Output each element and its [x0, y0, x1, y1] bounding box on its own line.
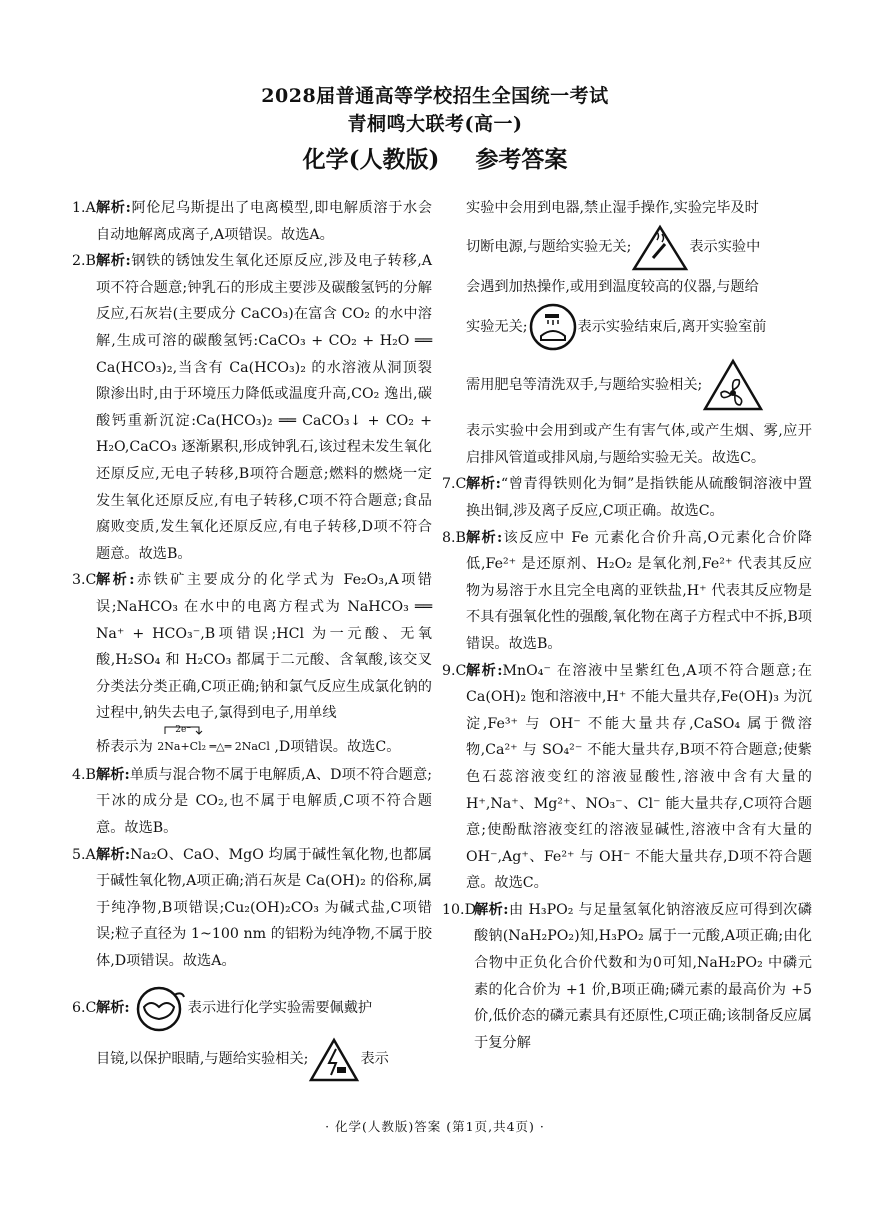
- answer-item: [442, 897, 812, 1057]
- subject-label: 化学(人教版): [302, 146, 440, 173]
- icon-description: 需用肥皂等清洗双手,与题给实验相关;: [466, 376, 703, 393]
- electric-safety-icon: [308, 1037, 360, 1083]
- left-column: [72, 195, 432, 1083]
- electron-transfer-equation: [157, 724, 270, 762]
- answer-item: [72, 842, 432, 975]
- answer-number: 5.A: [72, 846, 96, 863]
- electron-count-label: 2e⁻: [175, 724, 192, 735]
- analysis-label: 解析:: [466, 476, 501, 493]
- answer-item: [442, 525, 812, 658]
- answer-number: 8.B: [442, 529, 466, 546]
- answer-text: 实验中会用到电器,禁止湿手操作,实验完毕及时: [466, 200, 759, 216]
- eye-protection-icon: [130, 985, 188, 1033]
- answer-number: 10.D: [442, 901, 476, 918]
- answer-text: 阿伦尼乌斯提出了电离模型,即电解质溶于水会自动地解离成离子,A项错误。故选A。: [96, 200, 432, 243]
- answer-text: “曾青得铁则化为铜”是指铁能从硫酸铜溶液中置换出铜,涉及离子反应,C项正确。故选C。: [466, 476, 812, 519]
- icon-description: 表示进行化学实验需要佩戴护: [187, 1000, 373, 1017]
- icon-line: [96, 1037, 432, 1083]
- icon-description: 表示实验中: [689, 239, 761, 256]
- answer-number: 4.B: [72, 766, 96, 783]
- icon-description: 表示: [360, 1051, 389, 1068]
- answer-text: 赤铁矿主要成分的化学式为 Fe₂O₃,A项错误;NaHCO₃ 在水中的电离方程式为 NaHCO₃ ══ Na⁺ + HCO₃⁻,B项错误;HCl 为一元酸、无氧酸,H₂SO₄ 和 H₂CO₃ 都属于二元酸、含氧酸,该交叉分类法分类正确,C项正确;钠和氯气反应生成氯化钠的过程中,钠失去电子,氯得到电子,用单线: [96, 572, 432, 722]
- analysis-label: 解析:: [96, 1000, 130, 1017]
- answer-item: [72, 195, 432, 248]
- heating-hazard-icon: [631, 224, 689, 272]
- answer-text: Na₂O、CaO、MgO 均属于碱性氧化物,也都属于碱性氧化物,A项正确;消石灰是 Ca(OH)₂ 的俗称,属于纯净物,B项错误;Cu₂(OH)₂CO₃ 为碱式盐,C项错误;粒子直径为 1~100 nm 的铝粉为纯净物,不属于胶体,D项错误。故选A。: [96, 846, 432, 970]
- answer-item: [72, 248, 432, 567]
- answer-text: 单质与混合物不属于电解质,A、D项不符合题意;干冰的成分是 CO₂,也不属于电解质,C项不符合题意。故选B。: [96, 766, 432, 837]
- ventilation-fan-icon: [702, 358, 764, 412]
- answer-number: 3.C: [72, 572, 97, 589]
- answer-text: 该反应中 Fe 元素化合价升高,O元素化合价降低,Fe²⁺ 是还原剂、H₂O₂ 是氧化剂,Fe²⁺ 代表其反应物为易溶于水且完全电离的亚铁盐,H⁺ 代表其反应物是不具有强氧化性的强酸,氧化物在离子方程式中不拆,B项错误。故选B。: [466, 529, 812, 652]
- answer-text: 会遇到加热操作,或用到温度较高的仪器,与题给: [466, 278, 759, 295]
- answer-text: 由 H₃PO₂ 与足量氢氧化钠溶液反应可得到次磷酸钠(NaH₂PO₂)知,H₃PO₂ 属于一元酸,A项正确;由化合物中正负化合价代数和为0可知,NaH₂PO₂ 中磷元素的化合价为 +1 价,B项正确;磷元素的最高价为 +5 价,低价态的磷元素具有还原性,C项正确;该制备反应属于复分解: [474, 901, 812, 1051]
- analysis-label: 解析:: [96, 572, 135, 589]
- answer-text: 表示实验中会用到或产生有害气体,或产生烟、雾,应开启排风管道或排风扇,与题给实验无关。故选C。: [466, 423, 812, 466]
- hand-washing-icon: [528, 302, 578, 352]
- right-column: [442, 195, 812, 1056]
- analysis-label: 解析:: [466, 529, 503, 546]
- answer-text: 钢铁的锈蚀发生氧化还原反应,涉及电子转移,A项不符合题意;钟乳石的形成主要涉及碳酸氢钙的分解反应,石灰岩(主要成分 CaCO₃)在富含 CO₂ 的水中溶解,生成可溶的碳酸氢钙:CaCO₃ + CO₂ + H₂O ══ Ca(HCO₃)₂,当含有 Ca(HCO₃)₂ 的水溶液从洞顶裂隙渗出时,由于环境压力降低或温度升高,CO₂ 逸出,碳酸钙重新沉淀:Ca(HCO₃)₂ ══ CaCO₃↓ + CO₂ + H₂O,CaCO₃ 逐渐累积,形成钟乳石,该过程未发生氧化还原反应,无电子转移,B项符合题意;燃料的燃烧一定发生氧化还原反应,有电子转移,C项不符合题意;食品腐败变质,发生氧化还原反应,有电子转移,D项不符合题意。故选B。: [96, 253, 432, 562]
- exam-title-line1: 2028届普通高等学校招生全国统一考试: [261, 85, 609, 107]
- icon-description: 实验无关;: [466, 318, 528, 335]
- single-bridge-line: [96, 724, 432, 762]
- exam-title-line2: 青桐鸣大联考(高一): [347, 113, 523, 135]
- analysis-label: 解析:: [96, 200, 131, 216]
- reaction-equation: 2Na+Cl₂ ═△═ 2NaCl: [157, 739, 270, 753]
- icon-description: 切断电源,与题给实验无关;: [466, 239, 632, 256]
- answer-label: 参考答案: [475, 146, 568, 173]
- analysis-label: 解析:: [96, 766, 130, 783]
- bridge-prefix: 桥表示为: [96, 738, 153, 755]
- icon-line: [466, 302, 812, 352]
- answer-item: [72, 762, 432, 842]
- transfer-arrow-icon: [163, 725, 203, 735]
- page-header: [0, 82, 870, 178]
- answer-item: [72, 985, 432, 1083]
- bridge-suffix: ,D项错误。故选C。: [274, 738, 401, 755]
- answer-number: 9.C: [442, 662, 467, 679]
- answer-item: [442, 471, 812, 524]
- page-title: [0, 142, 870, 178]
- analysis-label: 解析:: [466, 662, 503, 679]
- icon-description: 目镜,以保护眼睛,与题给实验相关;: [96, 1051, 309, 1068]
- answer-number: 2.B: [72, 253, 96, 270]
- answer-number: 6.C: [72, 999, 97, 1016]
- icon-line: [466, 224, 812, 272]
- icon-line: [96, 985, 432, 1033]
- icon-description: 表示实验结束后,离开实验室前: [577, 318, 767, 335]
- answer-item: [72, 567, 432, 762]
- answer-number: 7.C: [442, 476, 467, 493]
- page-footer: · 化学(人教版)答案 (第1页,共4页) ·: [325, 1119, 545, 1134]
- answer-item: [442, 658, 812, 897]
- analysis-label: 解析:: [96, 253, 131, 270]
- answer-number: 1.A: [72, 200, 96, 216]
- analysis-label: 解析:: [96, 846, 131, 863]
- answer-text: MnO₄⁻ 在溶液中呈紫红色,A项不符合题意;在 Ca(OH)₂ 饱和溶液中,H⁺ 不能大量共存,Fe(OH)₃ 为沉淀,Fe³⁺ 与 OH⁻ 不能大量共存,CaSO₄ 属于微溶物,Ca²⁺ 与 SO₄²⁻ 不能大量共存,B项不符合题意;使紫色石蕊溶液变红的溶液显酸性,溶液中含有大量的 H⁺,Na⁺、Mg²⁺、NO₃⁻、Cl⁻ 能大量共存,C项符合题意;使酚酞溶液变红的溶液显碱性,溶液中含有大量的 OH⁻,Ag⁺、Fe²⁺ 与 OH⁻ 不能大量共存,D项不符合题意。故选C。: [466, 662, 812, 892]
- analysis-label: 解析:: [474, 901, 509, 918]
- icon-line: [466, 358, 812, 412]
